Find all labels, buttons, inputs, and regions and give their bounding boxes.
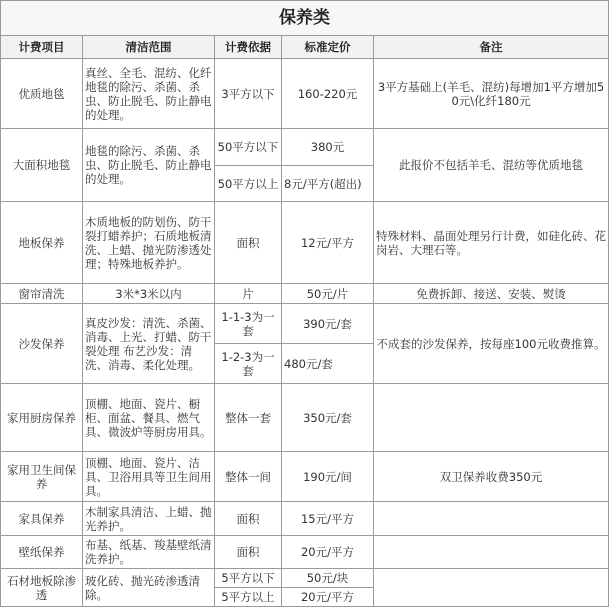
row-basis: 面积 [215,502,282,536]
row-item: 大面积地毯 [1,129,83,202]
row-basis: 1-2-3为一套 [215,344,282,384]
row-item: 家具保养 [1,502,83,536]
row-item: 优质地毯 [1,59,83,129]
row-price: 160-220元 [282,59,374,129]
table-row [1,536,609,569]
row-price: 15元/平方 [282,502,374,536]
row-price: 480元/套 [282,344,374,384]
row-note: 不成套的沙发保养，按每座100元收费推算。 [374,304,609,384]
table-row [1,569,609,588]
row-scope: 木质地板的防划伤、防干裂打蜡养护；石质地板清洗、上蜡、抛光防渗透处理；特殊地板养护。 [83,202,215,284]
row-basis: 5平方以上 [215,588,282,607]
header-item: 计费项目 [1,36,83,59]
row-scope: 3米*3米以内 [83,284,215,304]
row-price: 20元/平方 [282,588,374,607]
row-basis: 面积 [215,202,282,284]
row-price: 12元/平方 [282,202,374,284]
table-row [1,452,609,502]
header-price: 标准定价 [282,36,374,59]
row-price: 50元/片 [282,284,374,304]
table-row [1,59,609,129]
row-note [374,502,609,536]
row-item: 窗帘清洗 [1,284,83,304]
row-note [374,384,609,452]
row-note: 双卫保养收费350元 [374,452,609,502]
row-basis: 50平方以上 [215,166,282,202]
row-basis: 5平方以下 [215,569,282,588]
row-scope: 真丝、全毛、混纺、化纤地毯的除污、杀菌、杀虫、防止脱毛、防止静电的处理。 [83,59,215,129]
header-basis: 计费依据 [215,36,282,59]
row-item: 家用卫生间保养 [1,452,83,502]
row-item: 石材地板除渗透 [1,569,83,607]
row-basis: 片 [215,284,282,304]
row-scope: 顶棚、地面、瓷片、洁具、卫浴用具等卫生间用具。 [83,452,215,502]
row-price: 50元/块 [282,569,374,588]
header-row [1,36,609,59]
row-basis: 3平方以下 [215,59,282,129]
table-row [1,502,609,536]
row-price: 8元/平方(超出) [282,166,374,202]
row-scope: 地毯的除污、杀菌、杀虫、防止脱毛、防止静电的处理。 [83,129,215,202]
row-item: 家用厨房保养 [1,384,83,452]
row-price: 190元/间 [282,452,374,502]
row-basis: 整体一间 [215,452,282,502]
row-scope: 布基、纸基、羧基壁纸清洗养护。 [83,536,215,569]
row-note: 此报价不包括羊毛、混纺等优质地毯 [374,129,609,202]
row-note [374,536,609,569]
table-row [1,304,609,344]
row-note: 3平方基础上(羊毛、混纺)每增加1平方增加50元\化纤180元 [374,59,609,129]
table-row [1,202,609,284]
row-price: 350元/套 [282,384,374,452]
row-basis: 50平方以下 [215,129,282,166]
row-note: 特殊材料、晶面处理另行计费，如硅化砖、花岗岩、大理石等。 [374,202,609,284]
row-item: 沙发保养 [1,304,83,384]
table-title: 保养类 [1,1,609,36]
row-basis: 面积 [215,536,282,569]
row-price: 20元/平方 [282,536,374,569]
row-scope: 顶棚、地面、瓷片、橱柜、面盆、餐具、燃气具、微波炉等厨房用具。 [83,384,215,452]
row-scope: 木制家具清洁、上蜡、抛光养护。 [83,502,215,536]
row-scope: 玻化砖、抛光砖渗透清除。 [83,569,215,607]
row-price: 380元 [282,129,374,166]
header-note: 备注 [374,36,609,59]
table-row [1,129,609,166]
row-basis: 整体一套 [215,384,282,452]
row-note [374,569,609,607]
row-price: 390元/套 [282,304,374,344]
row-scope: 真皮沙发：清洗、杀菌、消毒、上光、打蜡、防干裂处理 布艺沙发：清洗、消毒、柔化处理。 [83,304,215,384]
table-row [1,284,609,304]
row-item: 地板保养 [1,202,83,284]
table-row [1,384,609,452]
row-basis: 1-1-3为一套 [215,304,282,344]
row-item: 壁纸保养 [1,536,83,569]
header-scope: 清洁范围 [83,36,215,59]
row-note: 免费拆卸、接送、安装、熨烫 [374,284,609,304]
